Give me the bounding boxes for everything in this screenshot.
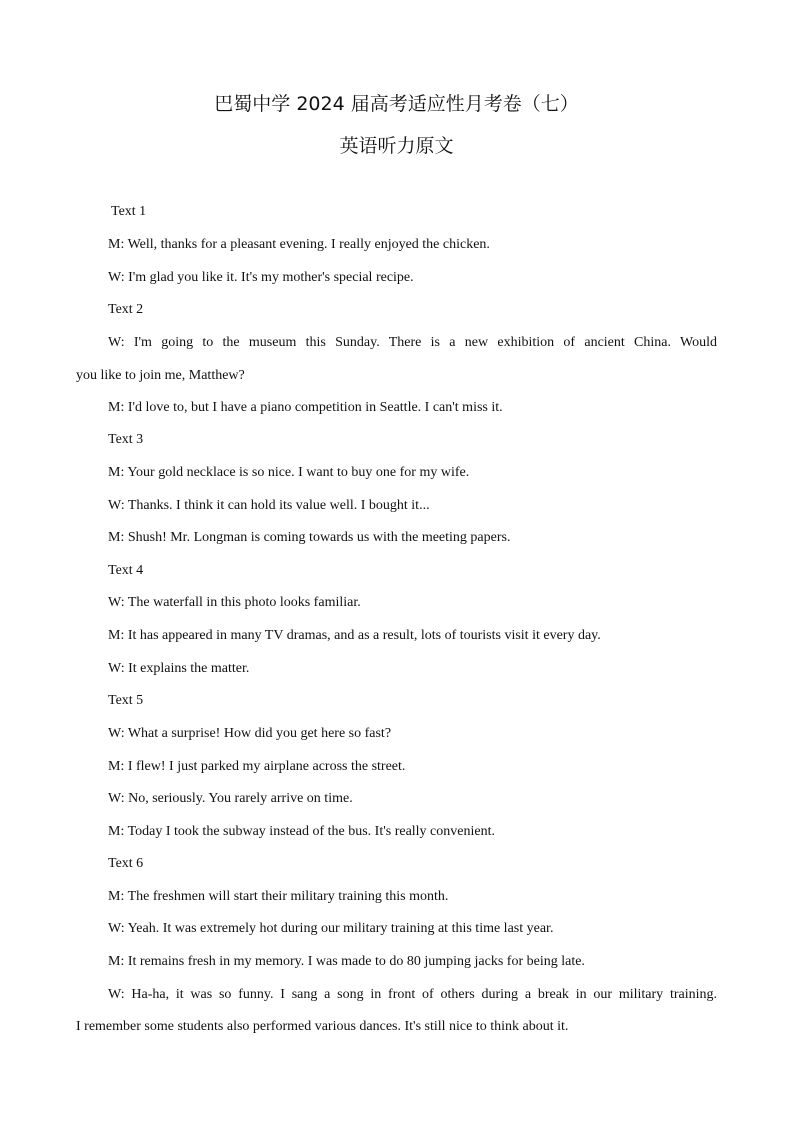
section-heading-text-4: Text 4: [108, 563, 144, 578]
dialogue-line: M: Your gold necklace is so nice. I want to buy one for my wife.: [108, 465, 470, 480]
dialogue-line: W: What a surprise! How did you get here so fast?: [108, 726, 392, 741]
dialogue-line: M: I flew! I just parked my airplane across the street.: [108, 759, 406, 774]
dialogue-line: M: Well, thanks for a pleasant evening. I really enjoyed the chicken.: [108, 237, 490, 252]
dialogue-line: W: I'm glad you like it. It's my mother's special recipe.: [108, 270, 414, 285]
section-heading-text-5: Text 5: [108, 693, 144, 708]
section-heading-text-1: Text 1: [111, 204, 147, 219]
dialogue-line: W: The waterfall in this photo looks familiar.: [108, 595, 361, 610]
document-subtitle: 英语听力原文: [339, 135, 454, 157]
dialogue-line: W: Ha-ha, it was so funny. I sang a song in front of others during a break in our military training.: [108, 987, 717, 1002]
dialogue-line: M: Shush! Mr. Longman is coming towards us with the meeting papers.: [108, 530, 511, 545]
document-title: 巴蜀中学 2024 届高考适应性月考卷（七）: [214, 93, 579, 115]
dialogue-line: M: I'd love to, but I have a piano competition in Seattle. I can't miss it.: [108, 400, 503, 415]
dialogue-line-continuation: I remember some students also performed various dances. It's still nice to think about it.: [76, 1019, 569, 1034]
dialogue-line: W: I'm going to the museum this Sunday. There is a new exhibition of ancient China. Would: [108, 335, 717, 350]
section-heading-text-6: Text 6: [108, 856, 144, 871]
dialogue-line: W: Thanks. I think it can hold its value well. I bought it...: [108, 498, 430, 513]
dialogue-line: M: It has appeared in many TV dramas, and as a result, lots of tourists visit it every day.: [108, 628, 601, 643]
dialogue-line: M: It remains fresh in my memory. I was made to do 80 jumping jacks for being late.: [108, 954, 585, 969]
dialogue-line: W: It explains the matter.: [108, 661, 250, 676]
dialogue-line: W: No, seriously. You rarely arrive on time.: [108, 791, 353, 806]
dialogue-line: M: Today I took the subway instead of the bus. It's really convenient.: [108, 824, 495, 839]
section-heading-text-3: Text 3: [108, 432, 144, 447]
dialogue-line-continuation: you like to join me, Matthew?: [76, 368, 245, 383]
section-heading-text-2: Text 2: [108, 302, 144, 317]
dialogue-line: W: Yeah. It was extremely hot during our military training at this time last year.: [108, 921, 554, 936]
dialogue-line: M: The freshmen will start their military training this month.: [108, 889, 449, 904]
